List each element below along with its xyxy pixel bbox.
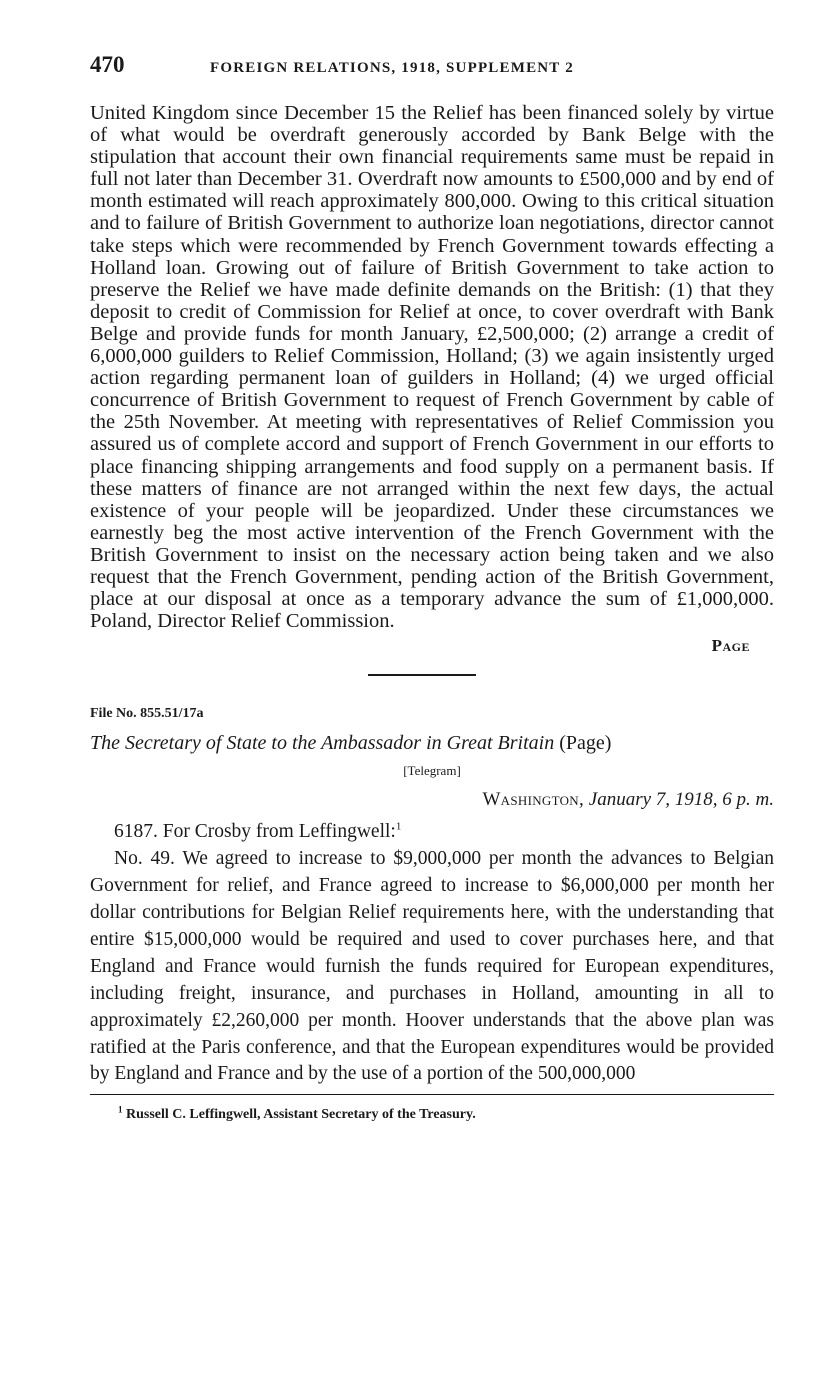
dateline-date: January 7, 1918, 6 p. m. <box>588 789 774 811</box>
telegram-body <box>90 819 774 1088</box>
footnote-reference[interactable]: 1 <box>395 820 402 833</box>
running-head <box>90 52 774 88</box>
footnote-text: Russell C. Leffingwell, Assistant Secretary of the Treasury. <box>126 1107 476 1123</box>
telegram-paragraph: No. 49. We agreed to increase to $9,000,000 per month the advances to Belgian Government for relief, and France agreed to increase to $6,000,000 per month her dollar contributions for Belgian Relief requirements here, with the understanding that entire $15,000,000 would be required and used to cover purchases here, and that England and France would furnish the funds required for European expenditures, including freight, insurance, and purchases in Holland, amounting in all to approximately £2,260,000 per month. Hoover understands that the above plan was ratified at the Paris conference, and that the European expenditures would be provided by England and France and by the use of a portion of the 500,000,000 <box>90 848 774 1085</box>
telegram-label: [Telegram] <box>403 763 461 779</box>
document-title-text: The Secretary of State to the Ambassador in Great Britain <box>90 732 555 755</box>
footnote <box>90 1104 774 1123</box>
document-page <box>90 52 774 1123</box>
telegram-paragraph-text: 6187. For Crosby from Leffingwell: <box>114 821 396 843</box>
header-title: FOREIGN RELATIONS, 1918, SUPPLEMENT 2 <box>210 60 574 76</box>
footnote-rule <box>90 1094 774 1095</box>
file-number: File No. 855.51/17a <box>90 706 204 722</box>
continued-telegram-text: United Kingdom since December 15 the Relief has been financed solely by virtue of what would be overdraft generously accorded by Bank Belge with the stipulation that account their own financial requirements same must be repaid in full not later than December 31. Overdraft now amounts to £500,000 and by end of month estimated will reach approximately 800,000. Owing to this critical situation and to failure of British Government to authorize loan negotiations, director cannot take steps which were recommended by French Government towards effecting a Holland loan. Growing out of failure of British Government to take action to preserve the Relief we have made definite demands on the British: (1) that they deposit to credit of Commission for Relief at once, to cover overdraft with Bank Belge and provide funds for month January, £2,500,000; (2) arrange a credit of 6,000,000 guilders to Relief Commission, Holland; (3) we again insistently urged action regarding permanent loan of guilders in Holland; (4) we urged official concurrence of British Government to request of French Government by cable of the 25th November. At meeting with representatives of Relief Commission you assured us of complete accord and support of French Government in our efforts to place financing shipping arrangements and food supply on a permanent basis. If these matters of finance are not arranged within the next few days, the actual existence of your people will be jeopardized. Under these circumstances we earnestly beg the most active intervention of the French Government with the British Government to insist on the necessary action being taken and we also request that the French Government, pending action of the British Government, place at our disposal at once as a temporary advance the sum of £1,000,000. Poland, Director Relief Commission. <box>90 102 774 633</box>
footnote-marker: 1 <box>118 1104 123 1115</box>
telegram-paragraph <box>90 819 774 846</box>
dateline-place: Washington, <box>482 789 585 811</box>
page-number: 470 <box>90 52 125 77</box>
document-title-recipient: (Page) <box>559 732 612 755</box>
section-divider <box>368 674 476 676</box>
dateline <box>90 789 774 811</box>
signature: Page <box>711 636 750 656</box>
document-title <box>90 732 774 755</box>
